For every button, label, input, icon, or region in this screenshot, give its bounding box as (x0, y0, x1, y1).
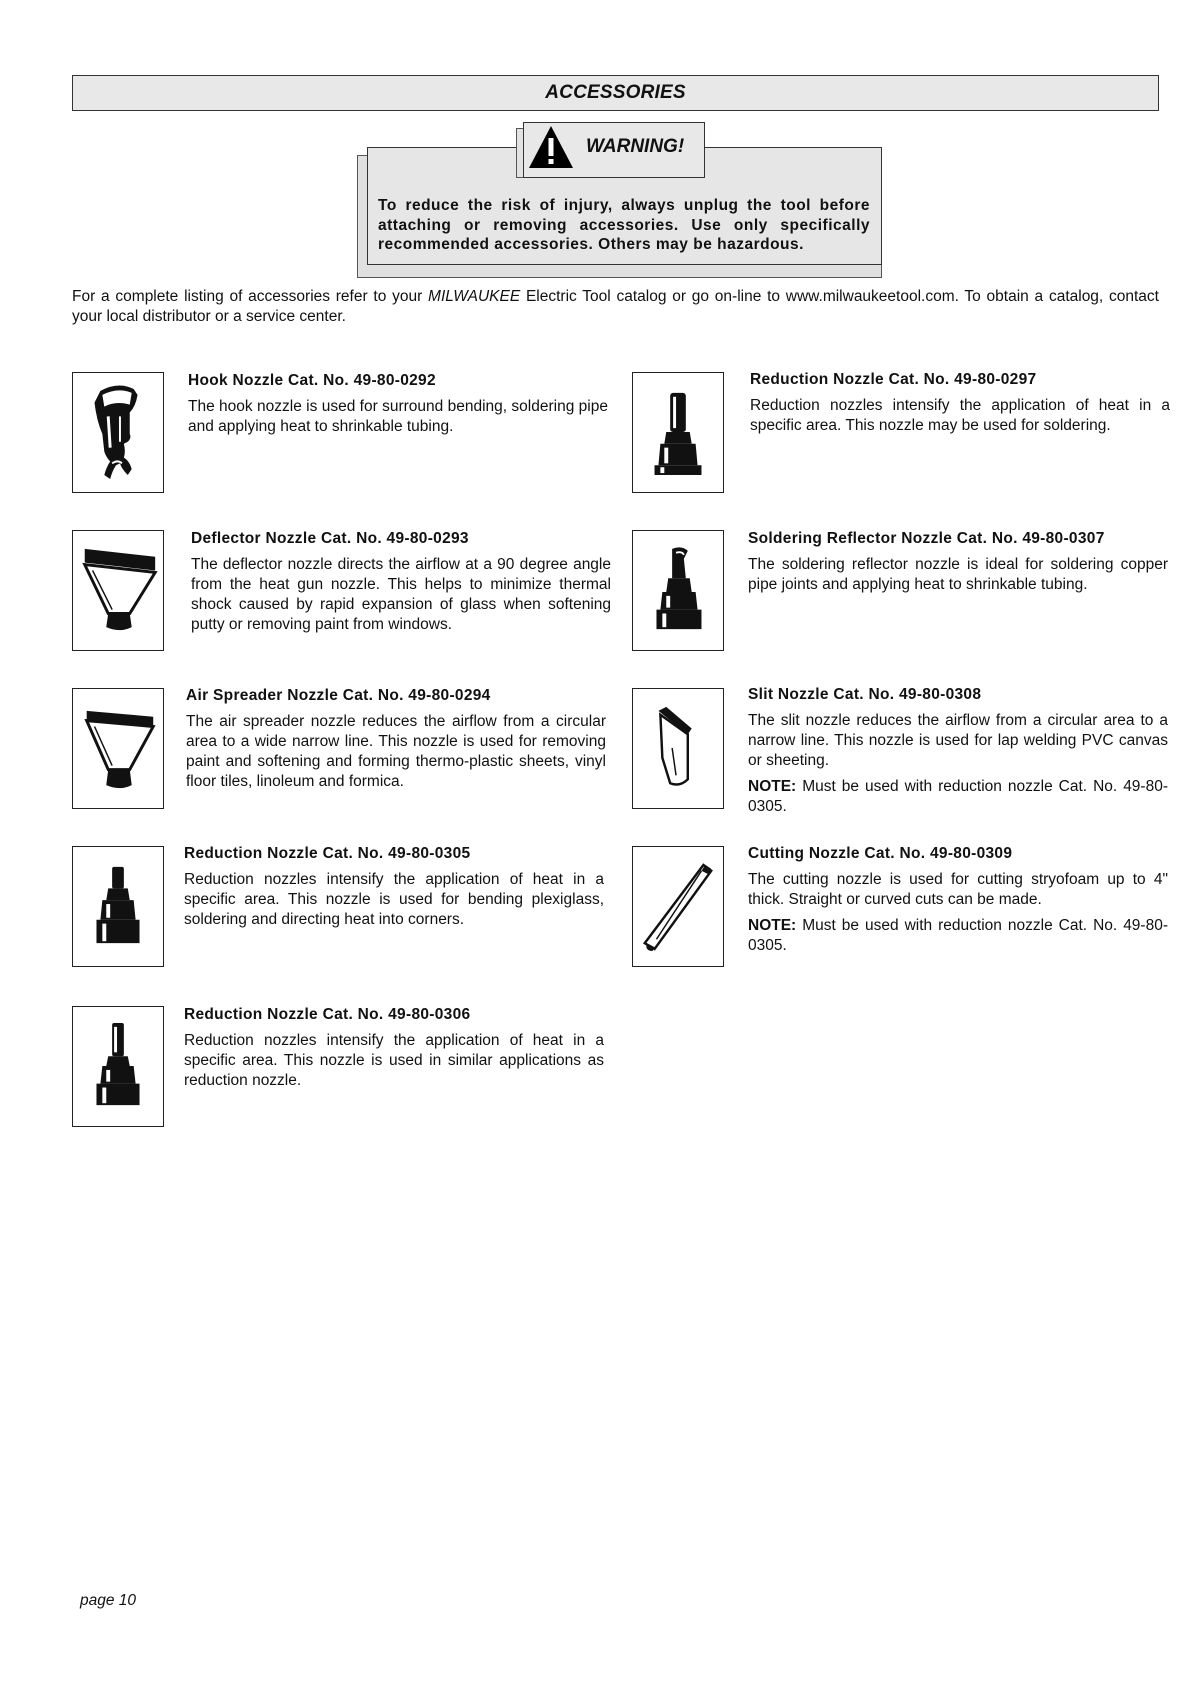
item-title: Reduction Nozzle Cat. No. 49-80-0306 (184, 1006, 471, 1023)
item-title: Reduction Nozzle Cat. No. 49-80-0305 (184, 845, 471, 862)
soldering-reflector-nozzle-icon (633, 531, 723, 650)
item-title: Slit Nozzle Cat. No. 49-80-0308 (748, 686, 982, 703)
accessory-item (184, 844, 604, 930)
hook-nozzle-icon (73, 373, 163, 492)
note-label: NOTE: (748, 778, 797, 795)
deflector-nozzle-icon (73, 531, 163, 650)
section-header (72, 75, 1159, 111)
air-spreader-nozzle-image (72, 688, 164, 809)
item-description: The slit nozzle reduces the airflow from a circular area to a narrow line. This nozzle is used for lap welding PVC canvas or sheeting. (748, 712, 1168, 769)
accessory-item (748, 529, 1168, 595)
accessory-item (748, 685, 1168, 817)
reduction-nozzle-0305-image (72, 846, 164, 967)
reduction-nozzle-0306-image (72, 1006, 164, 1127)
intro-paragraph (72, 287, 1159, 327)
intro-text-before: For a complete listing of accessories refer to your (72, 288, 429, 305)
hook-nozzle-image (72, 372, 164, 493)
accessory-item (184, 1005, 604, 1091)
item-description: Reduction nozzles intensify the application of heat in a specific area. This nozzle is used in similar applications as reduction nozzle. (184, 1032, 604, 1089)
item-description: The cutting nozzle is used for cutting stryofoam up to 4" thick. Straight or curved cuts can be made. (748, 871, 1168, 908)
page-number: page 10 (80, 1592, 137, 1609)
warning-triangle-icon (527, 124, 575, 170)
warning-text: To reduce the risk of injury, always unplug the tool before attaching or removing accessories. Use only specifically recommended accessories. Others may be hazardous. (378, 197, 870, 253)
intro-text-after: Electric Tool catalog or go on-line to www.milwaukeetool.com. To obtain a catalog, contact your local distributor or a service center. (72, 288, 1159, 325)
accessory-item (188, 371, 608, 437)
reduction-nozzle-icon (633, 373, 723, 492)
accessory-item (750, 370, 1170, 436)
item-description: Reduction nozzles intensify the application of heat in a specific area. This nozzle is used for bending plexiglass, soldering and directing heat into corners. (184, 871, 604, 928)
item-title: Hook Nozzle Cat. No. 49-80-0292 (188, 372, 436, 389)
reduction-nozzle-icon (73, 1007, 163, 1126)
accessory-item (748, 844, 1168, 956)
note-label: NOTE: (748, 917, 797, 934)
item-description: Reduction nozzles intensify the application of heat in a specific area. This nozzle may be used for soldering. (750, 397, 1170, 434)
slit-nozzle-icon (633, 689, 723, 808)
item-note (748, 777, 1168, 817)
brand-name: MILWAUKEE (428, 288, 521, 305)
slit-nozzle-image (632, 688, 724, 809)
accessory-item (191, 529, 611, 635)
item-description: The air spreader nozzle reduces the airflow from a circular area to a wide narrow line. This nozzle is used for removing paint and softening and forming thermo-plastic sheets, vinyl floor tiles, linoleum and formica. (186, 713, 606, 790)
note-text: Must be used with reduction nozzle Cat. No. 49-80-0305. (748, 917, 1168, 954)
item-description: The deflector nozzle directs the airflow at a 90 degree angle from the heat gun nozzle. This helps to minimize thermal shock caused by rapid expansion of glass when softening putty or removing paint from windows. (191, 556, 611, 633)
item-title: Soldering Reflector Nozzle Cat. No. 49-80-0307 (748, 530, 1105, 547)
air-spreader-nozzle-icon (73, 689, 163, 808)
item-title: Reduction Nozzle Cat. No. 49-80-0297 (750, 371, 1037, 388)
warning-label: WARNING! (586, 136, 685, 157)
item-title: Air Spreader Nozzle Cat. No. 49-80-0294 (186, 687, 491, 704)
reduction-nozzle-icon (73, 847, 163, 966)
note-text: Must be used with reduction nozzle Cat. No. 49-80-0305. (748, 778, 1168, 815)
accessory-item (186, 686, 606, 792)
item-title: Cutting Nozzle Cat. No. 49-80-0309 (748, 845, 1013, 862)
reduction-nozzle-0297-image (632, 372, 724, 493)
deflector-nozzle-image (72, 530, 164, 651)
item-description: The hook nozzle is used for surround bending, soldering pipe and applying heat to shrinkable tubing. (188, 398, 608, 435)
item-title: Deflector Nozzle Cat. No. 49-80-0293 (191, 530, 469, 547)
soldering-reflector-nozzle-image (632, 530, 724, 651)
cutting-nozzle-image (632, 846, 724, 967)
item-note (748, 916, 1168, 956)
item-description: The soldering reflector nozzle is ideal for soldering copper pipe joints and applying heat to shrinkable tubing. (748, 556, 1168, 593)
section-title: ACCESSORIES (545, 82, 686, 103)
cutting-nozzle-icon (633, 847, 723, 966)
